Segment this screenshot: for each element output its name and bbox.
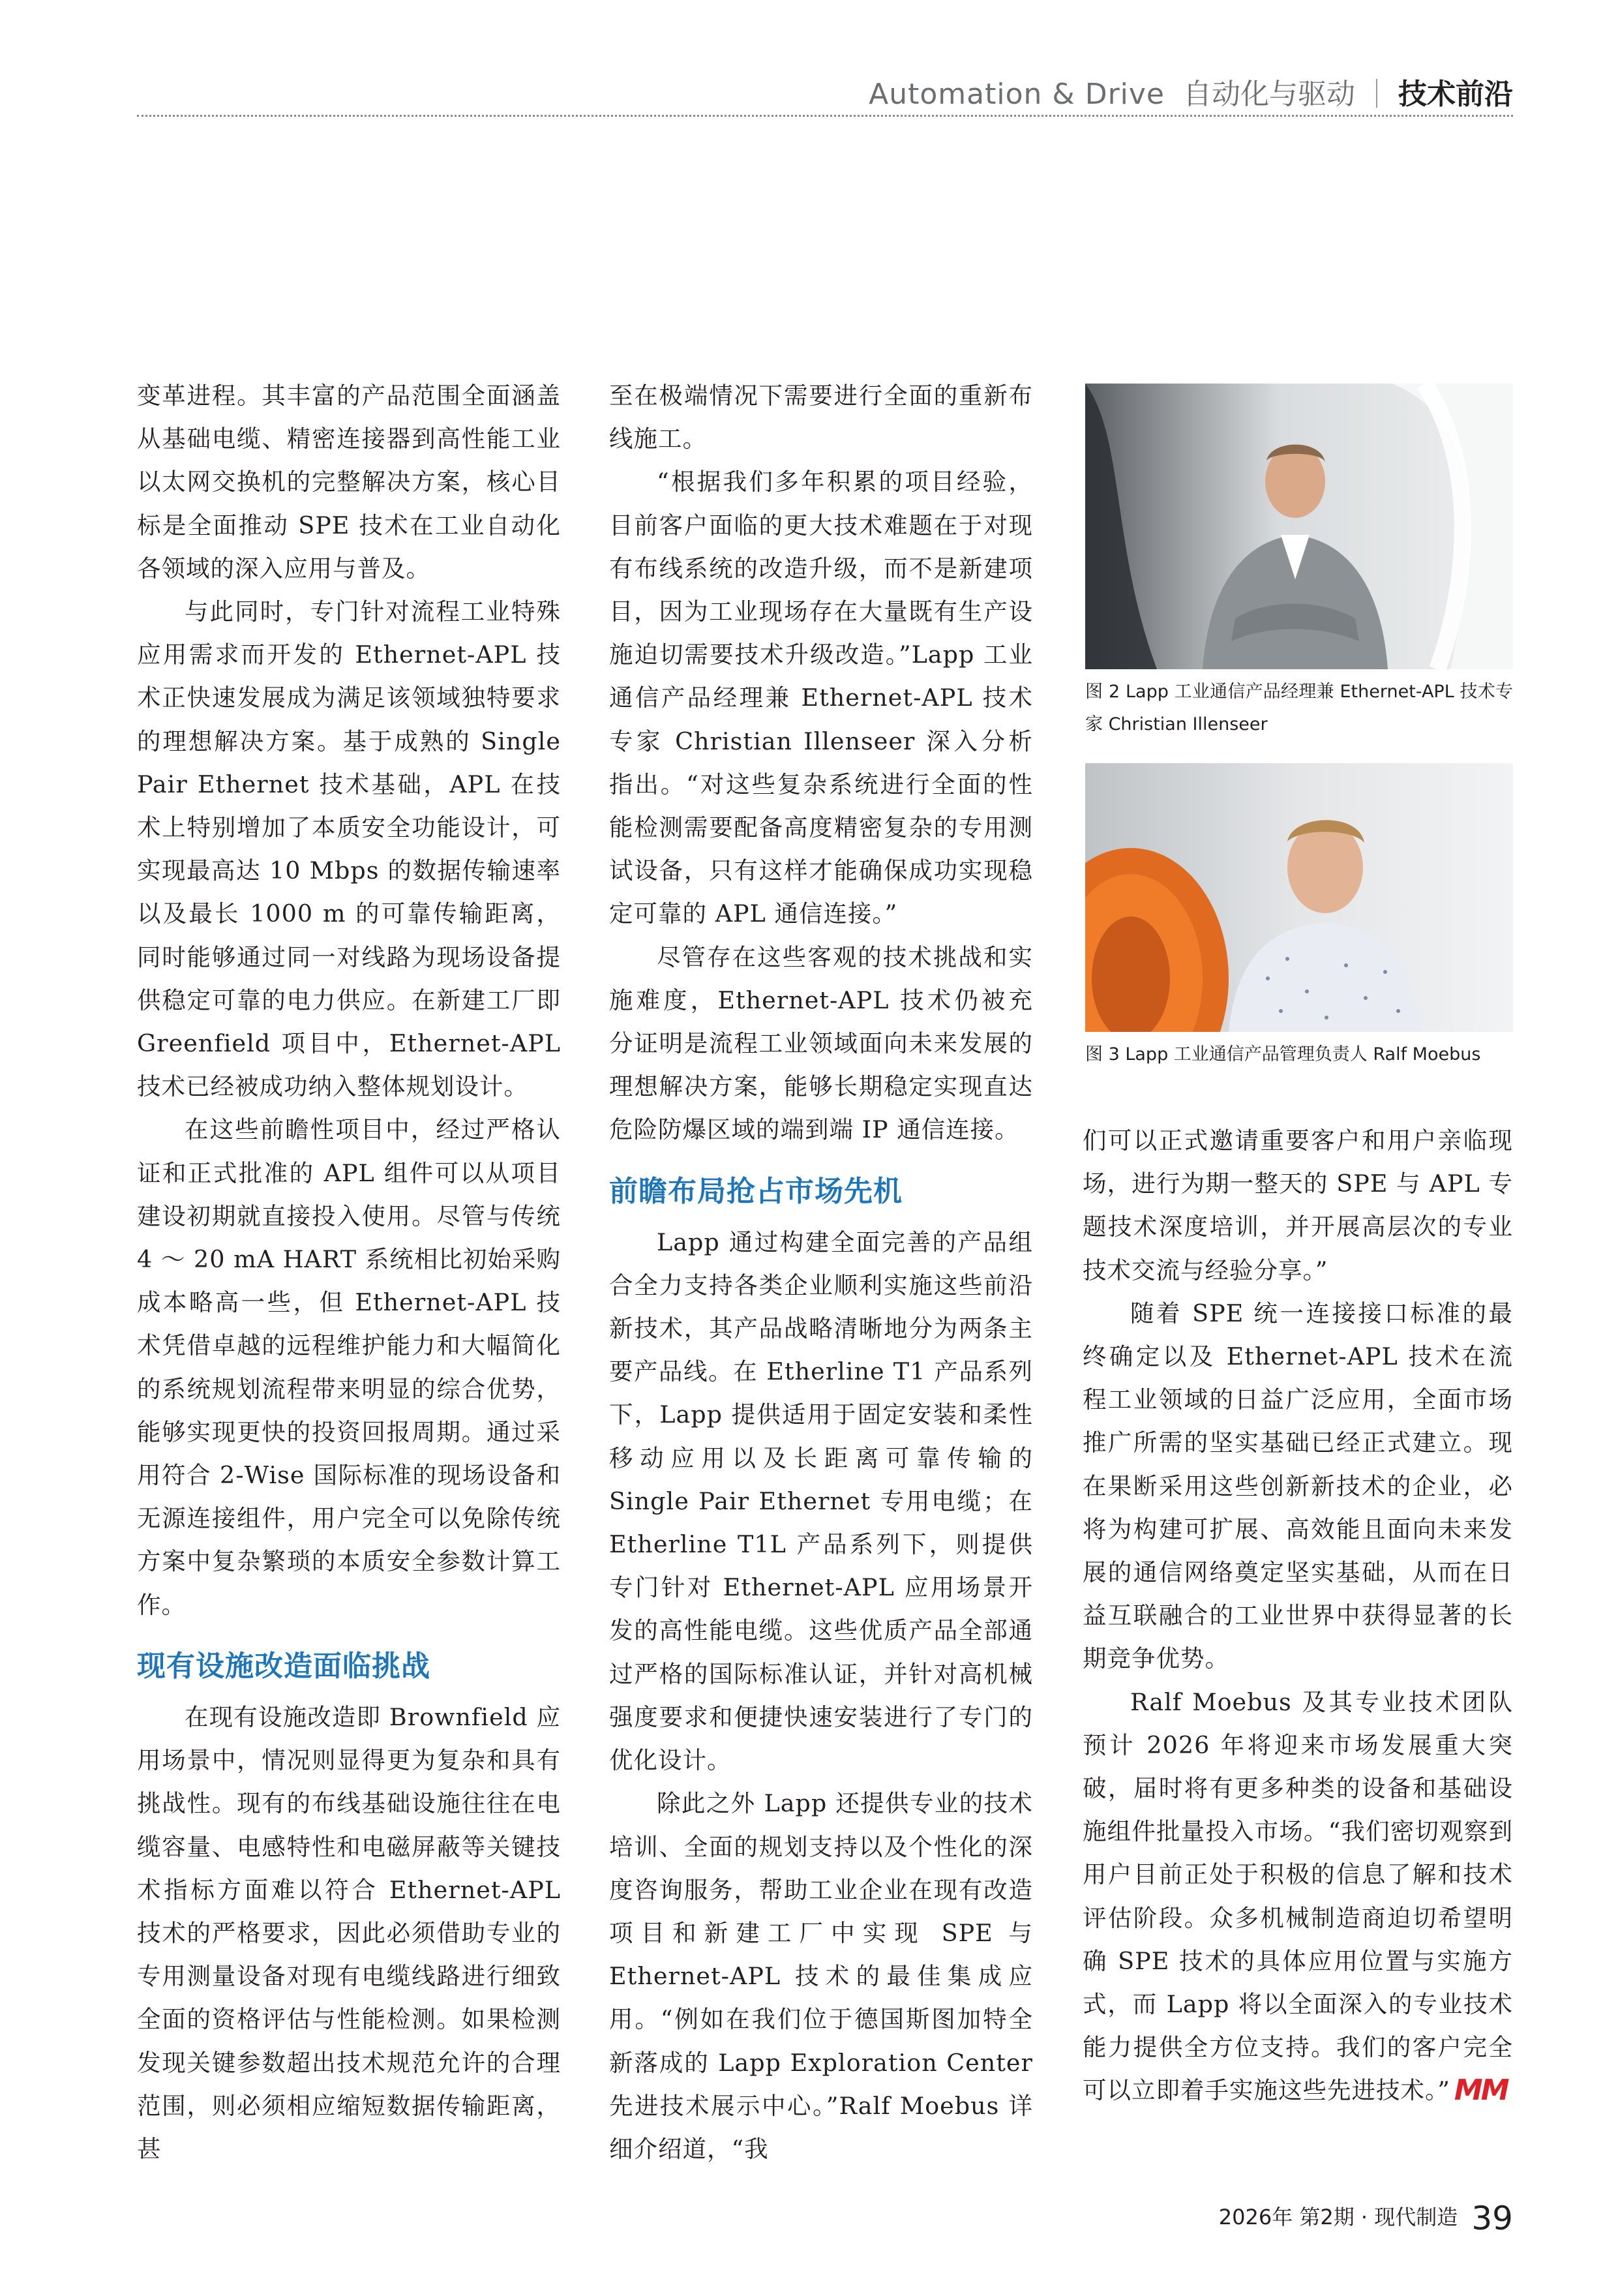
header-dotted-rule bbox=[137, 115, 1513, 117]
col3-paragraph-3-text: Ralf Moebus 及其专业技术团队预计 2026 年将迎来市场发展重大突破，届时将有更多种类的设备和基础设施组件批量投入市场。“我们密切观察到用户目前正处于积极的信息了解和技术评估阶段。众多机械制造商迫切希望明确 SPE 技术的具体应用位置与实施方式，而 Lapp 将以全面深入的专业技术能力提供全方位支持。我们的客户完全可以立即着手实施这些先进技术。” bbox=[1083, 1687, 1513, 2105]
page-footer bbox=[1219, 2199, 1513, 2237]
header-section-name: 技术前沿 bbox=[1398, 78, 1513, 111]
col1-paragraph-2: 与此同时，专门针对流程工业特殊应用需求而开发的 Ethernet-APL 技术正快速发展成为满足该领域独特要求的理想解决方案。基于成熟的 Single Pair Ethernet 技术基础，APL 在技术上特别增加了本质安全功能设计，可实现最高达 10 Mbps 的数据传输速率以及最长 1000 m 的可靠传输距离，同时能够通过同一对线路为现场设备提供稳定可靠的电力供应。在新建工厂即 Greenfield 项目中，Ethernet-APL 技术已经被成功纳入整体规划设计。 bbox=[137, 597, 561, 1101]
col3-paragraph-1: 们可以正式邀请重要客户和用户亲临现场，进行为期一整天的 SPE 与 APL 专题技术深度培训，并开展高层次的专业技术交流与经验分享。” bbox=[1083, 1126, 1513, 1284]
section-heading-market: 前瞻布局抢占市场先机 bbox=[609, 1174, 903, 1208]
running-head bbox=[869, 70, 1513, 112]
column-2 bbox=[609, 374, 1033, 2171]
figure-3-caption: 图 3 Lapp 工业通信产品管理负责人 Ralf Moebus bbox=[1085, 1044, 1481, 1065]
col2-paragraph-5: 除此之外 Lapp 还提供专业的技术培训、全面的规划支持以及个性化的深度咨询服务，帮助工业企业在现有改造项目和新建工厂中实现 SPE 与 Ethernet-APL 技术的最佳集成应用。“例如在我们位于德国斯图加特全新落成的 Lapp Exploration Center 先进技术展示中心。”Ralf Moebus 详细介绍道，“我 bbox=[609, 1789, 1033, 2163]
page-number: 39 bbox=[1471, 2199, 1513, 2237]
column-3 bbox=[1083, 1119, 1513, 2113]
figure-3-photo bbox=[1085, 763, 1513, 1032]
column-1 bbox=[137, 374, 561, 2171]
figure-2-caption: 图 2 Lapp 工业通信产品经理兼 Ethernet-APL 技术专家 Christian Illenseer bbox=[1085, 682, 1513, 734]
col2-paragraph-1: 至在极端情况下需要进行全面的重新布线施工。 bbox=[609, 382, 1033, 453]
col2-paragraph-3: 尽管存在这些客观的技术挑战和实施难度，Ethernet-APL 技术仍被充分证明是流程工业领域面向未来发展的理想解决方案，能够长期稳定实现直达危险防爆区域的端到端 IP 通信连接。 bbox=[609, 943, 1033, 1144]
header-english-title: Automation & Drive bbox=[869, 78, 1165, 111]
mm-end-logo: MM bbox=[1454, 2074, 1508, 2107]
header-chinese-title: 自动化与驱动 bbox=[1183, 78, 1355, 111]
col1-paragraph-1: 变革进程。其丰富的产品范围全面涵盖从基础电缆、精密连接器到高性能工业以太网交换机的完整解决方案，核心目标是全面推动 SPE 技术在工业自动化各领域的深入应用与普及。 bbox=[137, 382, 561, 582]
col2-paragraph-2: “根据我们多年积累的项目经验，目前客户面临的更大技术难题在于对现有布线系统的改造升级，而不是新建项目，因为工业现场存在大量既有生产设施迫切需要技术升级改造。”Lapp 工业通信产品经理兼 Ethernet-APL 技术专家 Christian Illenseer 深入分析指出。“对这些复杂系统进行全面的性能检测需要配备高度精密复杂的专用测试设备，只有这样才能确保成功实现稳定可靠的 APL 通信连接。” bbox=[609, 468, 1033, 928]
col3-paragraph-3 bbox=[1083, 1681, 1513, 2113]
col1-paragraph-4: 在现有设施改造即 Brownfield 应用场景中，情况则显得更为复杂和具有挑战性。现有的布线基础设施往往在电缆容量、电感特性和电磁屏蔽等关键技术指标方面难以符合 Ethernet-APL 技术的严格要求，因此必须借助专业的专用测量设备对现有电缆线路进行细致全面的资格评估与性能检测。如果检测发现关键参数超出技术规范允许的合理范围，则必须相应缩短数据传输距离，甚 bbox=[137, 1702, 561, 2163]
page-header bbox=[137, 65, 1513, 117]
col1-paragraph-3: 在这些前瞻性项目中，经过严格认证和正式批准的 APL 组件可以从项目建设初期就直接投入使用。尽管与传统 4 ～ 20 mA HART 系统相比初始采购成本略高一些，但 Ethernet-APL 技术凭借卓越的远程维护能力和大幅简化的系统规划流程带来明显的综合优势，能够实现更快的投资回报周期。通过采用符合 2-Wise 国际标准的现场设备和无源连接组件，用户完全可以免除传统方案中复杂繁琐的本质安全参数计算工作。 bbox=[137, 1115, 561, 1619]
header-divider bbox=[1376, 79, 1377, 108]
footer-issue-info: 2026年 第2期 · 现代制造 bbox=[1218, 2205, 1458, 2229]
section-heading-brownfield: 现有设施改造面临挑战 bbox=[137, 1649, 430, 1683]
figure-2-photo bbox=[1085, 384, 1513, 669]
col3-paragraph-2: 随着 SPE 统一连接接口标准的最终确定以及 Ethernet-APL 技术在流程工业领域的日益广泛应用，全面市场推广所需的坚实基础已经正式建立。现在果断采用这些创新新技术的企业，必将为构建可扩展、高效能且面向未来发展的通信网络奠定坚实基础，从而在日益互联融合的工业世界中获得显著的长期竞争优势。 bbox=[1083, 1299, 1513, 1673]
col2-paragraph-4: Lapp 通过构建全面完善的产品组合全力支持各类企业顺利实施这些前沿新技术，其产品战略清晰地分为两条主要产品线。在 Etherline T1 产品系列下，Lapp 提供适用于固定安装和柔性移动应用以及长距离可靠传输的 Single Pair Ethernet 专用电缆；在 Etherline T1L 产品系列下，则提供专门针对 Ethernet-APL 应用场景开发的高性能电缆。这些优质产品全部通过严格的国际标准认证，并针对高机械强度要求和便捷快速安装进行了专门的优化设计。 bbox=[609, 1228, 1033, 1775]
